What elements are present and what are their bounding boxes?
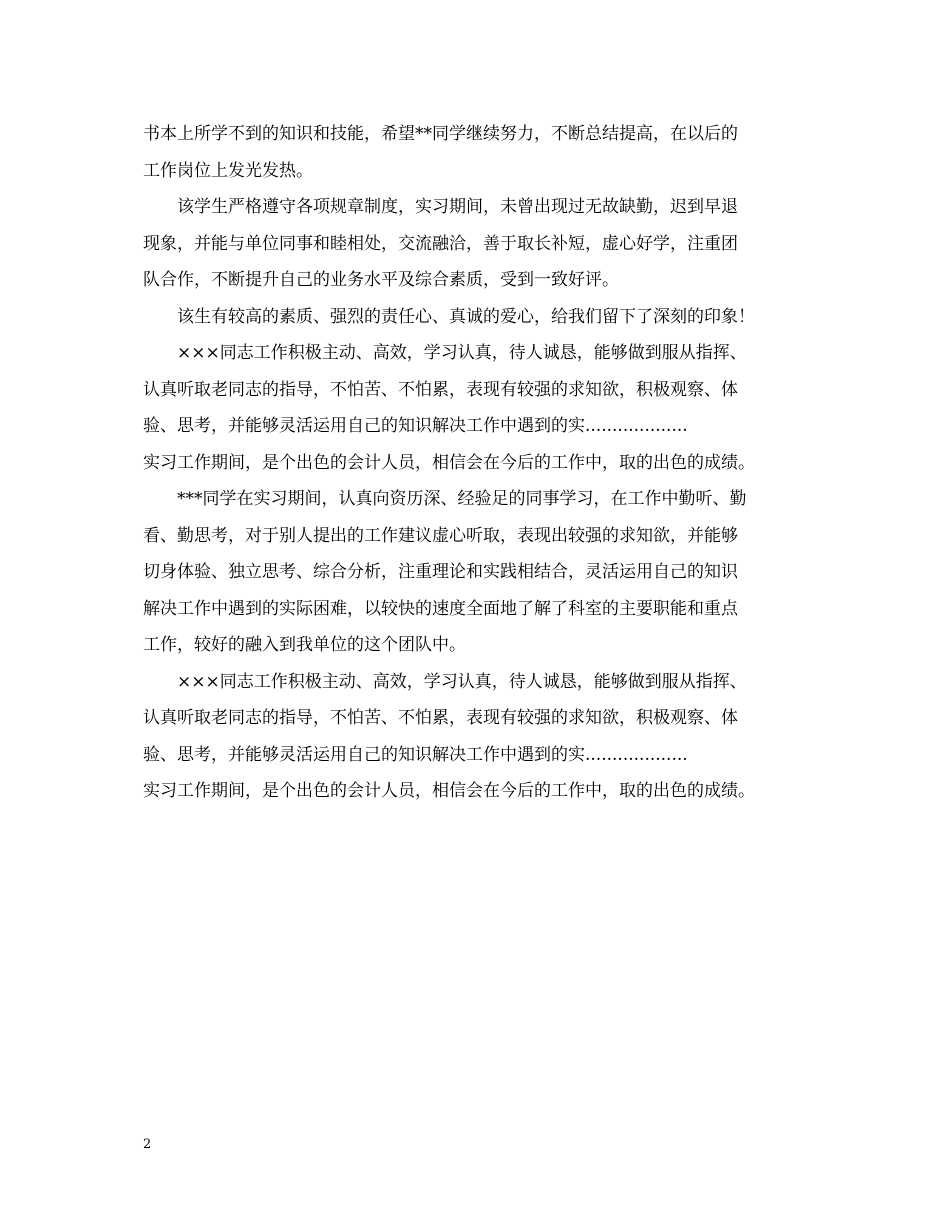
text-line: 看、勤思考，对于别人提出的工作建议虚心听取，表现出较强的求知欲，并能够 <box>143 525 738 546</box>
text-line: ×××同志工作积极主动、高效，学习认真，待人诚恳，能够做到服从指挥、 <box>177 343 747 363</box>
text-line: 工作岗位上发光发热。 <box>143 160 313 181</box>
text-line: 该生有较高的素质、强烈的责任心、真诚的爱心，给我们留下了深刻的印象！ <box>177 306 755 327</box>
page-number: 2 <box>143 1137 152 1152</box>
text-line: 书本上所学不到的知识和技能，希望**同学继续努力，不断总结提高，在以后的 <box>143 124 738 144</box>
text-line: 队合作，不断提升自己的业务水平及综合素质，受到一致好评。 <box>143 270 619 290</box>
text-line: 认真听取老同志的指导，不怕苦、不怕累，表现有较强的求知欲，积极观察、体 <box>143 379 738 400</box>
text-line: 实习工作期间，是个出色的会计人员，相信会在今后的工作中，取的出色的成绩。 <box>143 781 755 801</box>
text-line: ×××同志工作积极主动、高效，学习认真，待人诚恳，能够做到服从指挥、 <box>177 671 747 692</box>
text-line: 解决工作中遇到的实际困难，以较快的速度全面地了解了科室的主要职能和重点 <box>143 598 738 619</box>
text-line: 现象，并能与单位同事和睦相处，交流融洽，善于取长补短，虚心好学，注重团 <box>143 233 738 254</box>
text-line: 认真听取老同志的指导，不怕苦、不怕累，表现有较强的求知欲，积极观察、体 <box>143 708 738 728</box>
text-line: 该学生严格遵守各项规章制度，实习期间，未曾出现过无故缺勤，迟到早退 <box>177 197 738 217</box>
text-line: 工作，较好的融入到我单位的这个团队中。 <box>143 635 466 655</box>
text-line: 验、思考，并能够灵活运用自己的知识解决工作中遇到的实................... <box>143 744 688 765</box>
text-line: 切身体验、独立思考、综合分析，注重理论和实践相结合，灵活运用自己的知识 <box>143 562 738 582</box>
body-text <box>143 116 823 810</box>
text-line: ***同学在实习期间，认真向资历深、经验足的同事学习，在工作中勤听、勤 <box>177 489 747 509</box>
text-line: 验、思考，并能够灵活运用自己的知识解决工作中遇到的实................... <box>143 416 688 436</box>
text-line: 实习工作期间，是个出色的会计人员，相信会在今后的工作中，取的出色的成绩。 <box>143 452 755 473</box>
